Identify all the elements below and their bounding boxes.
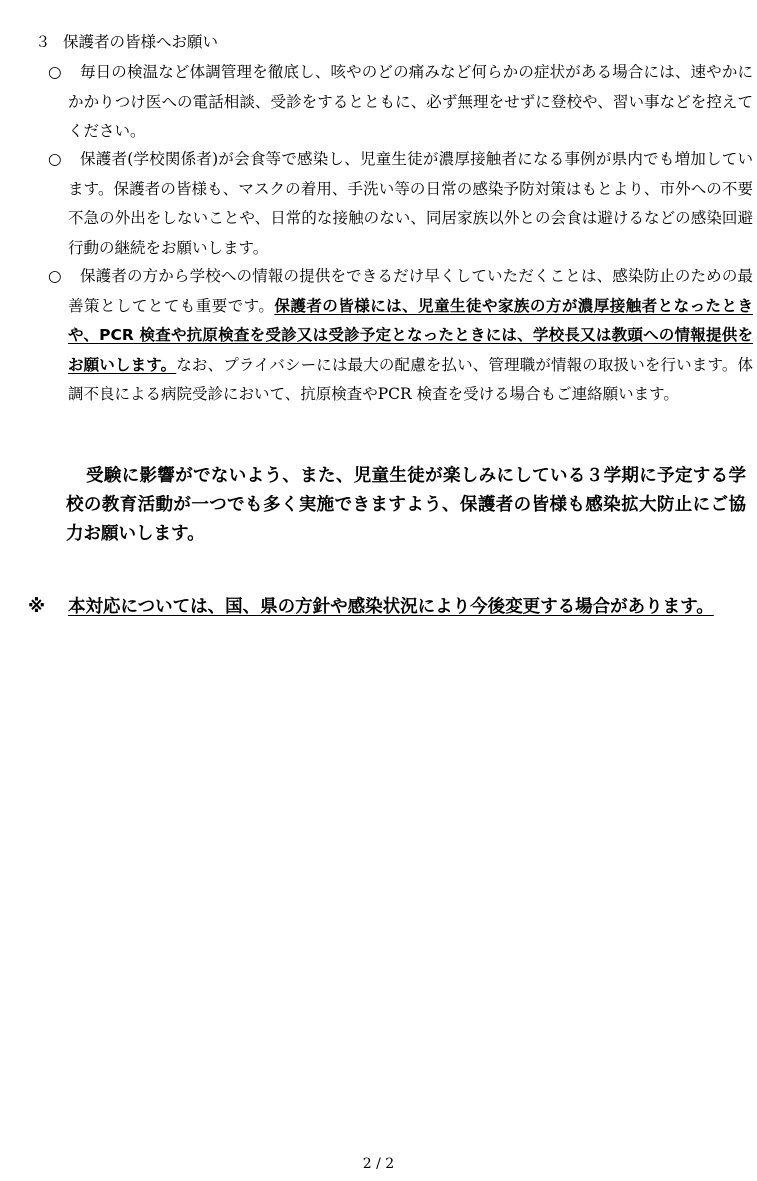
circle-bullet-icon: ○ bbox=[48, 63, 62, 81]
list-item-text: 保護者(学校関係者)が会食等で感染し、児童生徒が濃厚接触者になる事例が県内でも増加しています。保護者の皆様も、マスクの着用、手洗い等の日常の感染予防対策はもとより、市外への不要不急の外出をしないことや、日常的な接触のない、同居家族以外との会食は避けるなどの感染回避行動の継続をお願いします。 bbox=[68, 150, 753, 257]
list-item bbox=[48, 145, 753, 263]
notice-text: 本対応については、国、県の方針や感染状況により今後変更する場合があります。 bbox=[68, 597, 714, 617]
list-item-text bbox=[68, 262, 753, 410]
notice bbox=[28, 593, 738, 621]
emphasized-request: 保護者の皆様には、児童生徒や家族の方が濃厚接触者となったときや、PCR 検査や抗原検査を受診又は受診予定となったときには、学校長又は教頭への情報提供をお願いします。 bbox=[68, 296, 753, 374]
reference-mark-icon: ※ bbox=[28, 597, 46, 617]
list-item-text: 毎日の検温など体調管理を徹底し、咳やのどの痛みなど何らかの症状がある場合には、速やかにかかりつけ医への電話相談、受診をするとともに、必ず無理をせずに登校や、習い事などを控えてください。 bbox=[68, 63, 753, 140]
circle-bullet-icon: ○ bbox=[48, 150, 62, 168]
page-number: 2 / 2 bbox=[362, 1156, 395, 1172]
appeal-paragraph: 受験に影響がでないよう、また、児童生徒が楽しみにしている３学期に予定する学校の教育活動が一つでも多く実施できますよう、保護者の皆様も感染拡大防止にご協力お願いします。 bbox=[66, 466, 746, 544]
section-title: 保護者の皆様へお願い bbox=[63, 33, 219, 51]
list-item bbox=[48, 58, 753, 147]
section-number: ３ bbox=[35, 33, 51, 51]
circle-bullet-icon: ○ bbox=[48, 267, 62, 285]
list-item-text-intro: 保護者の方から学校への情報の提供をできるだけ早くしていただくことは、感染防止のための最善策としてとても重要です。 bbox=[68, 267, 753, 315]
section-heading bbox=[35, 30, 218, 54]
list-item bbox=[48, 262, 753, 410]
list-item-text-note: なお、プライバシーには最大の配慮を払い、管理職が情報の取扱いを行います。体調不良による病院受診において、抗原検査やPCR 検査を受ける場合もご連絡願います。 bbox=[68, 355, 753, 403]
